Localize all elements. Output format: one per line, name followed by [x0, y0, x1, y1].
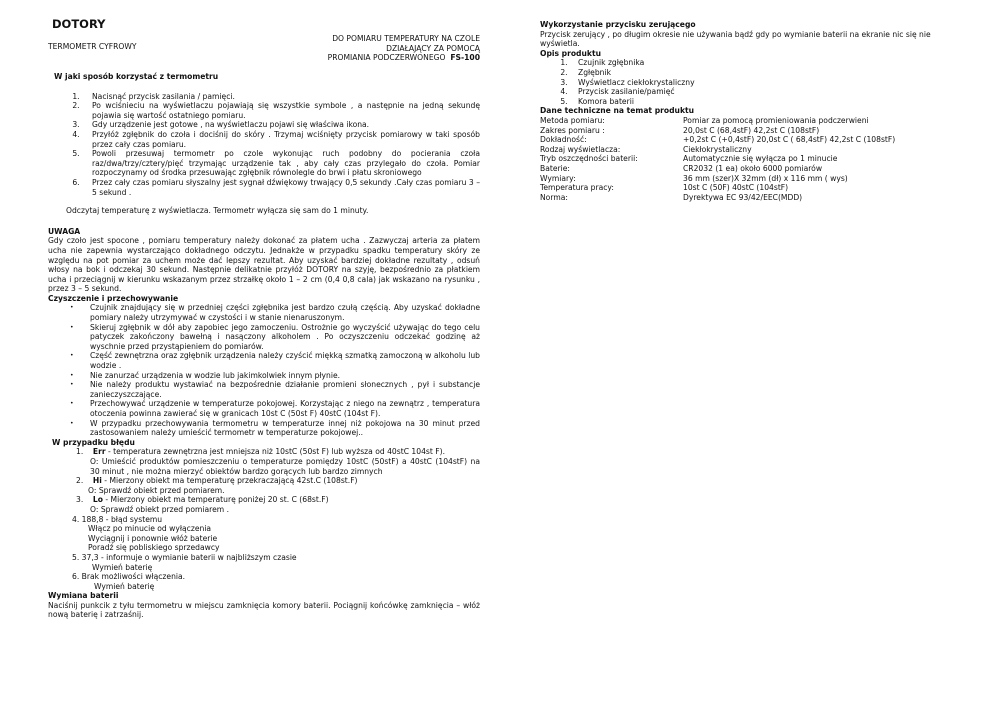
table-row	[540, 154, 945, 164]
error-solution: Poradź się pobliskiego sprzedawcy	[88, 543, 220, 553]
tech-key: Norma:	[540, 192, 568, 202]
tech-value: +0,2st C (+0,4stF) 20,0st C ( 68,4stF) 42,2st C (108stF)	[683, 135, 896, 145]
battery-heading: Wymiana baterii	[48, 591, 119, 601]
tech-value: Dyrektywa EC 93/42/EEC(MDD)	[683, 192, 803, 202]
error-solution: Włącz po minucie od wyłączenia	[88, 524, 212, 534]
list-item: • Skieruj zgłębnik w dół aby zapobiec jego zamoczeniu. Ostrożnie go wyczyścić używając do tego celu patyczek zakończony bawełną i nasączony alkoholem . Po oczyszczeniu odczekać godzinę aż wyschnie przed przystąpieniem do pomiarów.	[90, 323, 480, 352]
tech-key: Zakres pomiaru :	[540, 125, 605, 135]
table-row	[540, 183, 945, 193]
parts-heading: Opis produktu	[540, 48, 601, 58]
list-item: 1. Czujnik zgłębnika	[570, 58, 945, 68]
list-item: • Przechowywać urządzenie w temperaturze pokojowej. Korzystając z niego na zewnątrz , temperatura otoczenia powinna zawierać się w granicach 10st C (50st F) 40stC (104st F).	[90, 399, 480, 418]
error-solution: Wymień baterię	[92, 562, 153, 572]
list-item: 4. Przyłóż zgłębnik do czoła i dociśnij do skóry . Trzymaj wciśnięty przycisk pomiarowy w taki sposób przez cały czas pomiaru.	[82, 130, 480, 149]
error-item: 2. Hi - Mierzony obiekt ma temperaturę przekraczającą 42st.C (108st.F)	[76, 476, 358, 486]
errors-heading: W przypadku błędu	[52, 437, 135, 447]
tech-value: 20,0st C (68,4stF) 42,2st C (108stF)	[683, 125, 820, 135]
list-item: • W przypadku przechowywania termometru w temperaturze innej niż pokojowa na 30 minut przed zastosowaniem należy umieścić termometr w temperaturze pokojowej..	[90, 419, 480, 438]
battery-text: Naciśnij punkcik z tyłu termometru w miejscu zamknięcia komory baterii. Pociągnij końcówkę zamknięcia – włóż nową baterię i zatrzaśnij.	[48, 600, 480, 620]
error-solution: O: Sprawdź obiekt przed pomiarem.	[88, 485, 225, 495]
table-row	[540, 193, 945, 203]
error-solution: O: Umieścić produktów pomieszczeniu o temperaturze pomiędzy 10stC (50stF) a 40stC (104stF) na 30 minut , nie można mierzyć obiektów bardzo gorących lub bardzo zimnych	[90, 456, 480, 476]
model-number: FS-100	[450, 53, 480, 63]
error-item: 1. Err - temperatura zewnętrzna jest mniejsza niż 10stC (50st F) lub wyższa od 40stC 104st F).	[76, 447, 446, 457]
description-line: DZIAŁAJĄCY ZA POMOCĄ	[386, 43, 480, 53]
error-solution: O: Sprawdź obiekt przed pomiarem .	[90, 504, 230, 514]
description-line: PROMIANIA PODCZERWONEGO FS-100	[327, 53, 480, 63]
error-solution: Wyciągnij i ponownie włóż baterie	[88, 533, 218, 543]
list-item: • Część zewnętrzna oraz zgłębnik urządzenia należy czyścić miękką szmatką zamoczoną w alkoholu lub wodzie .	[90, 351, 480, 370]
list-item: 2. Po wciśnieciu na wyświetlaczu pojawiają się wszystkie symbole , a następnie na jedną sekundę pojawia się wartość ostatniego pomiaru.	[82, 101, 480, 120]
left-column	[48, 17, 480, 620]
error-solution: Wymień baterię	[94, 581, 155, 591]
tech-key: Metoda pomiaru:	[540, 115, 605, 125]
error-item: 4. 188,8 - błąd systemu	[72, 514, 163, 524]
table-row	[540, 126, 945, 136]
list-item: • Czujnik znajdujący się w przedniej części zgłębnika jest bardzo czułą częścią. Aby uzyskać dokładne pomiary należy utrzymywać w czystości i w stanie nienaruszonym.	[90, 303, 480, 322]
list-item: • Nie zanurzać urządzenia w wodzie lub jakimkolwiek innym płynie.	[90, 371, 480, 381]
list-item: 4. Przycisk zasilanie/pamięć	[570, 87, 945, 97]
uwaga-heading: UWAGA	[48, 226, 81, 236]
list-item: 6. Przez cały czas pomiaru słyszalny jest sygnał dźwiękowy trwający 0,5 sekundy .Cały czas pomiaru 3 – 5 sekund .	[82, 178, 480, 197]
tech-value: Automatycznie się wyłącza po 1 minucie	[683, 154, 838, 164]
error-item: 3. Lo - Mierzony obiekt ma temperaturę poniżej 20 st. C (68st.F)	[76, 495, 329, 505]
tech-value: CR2032 (1 ea) około 6000 pomiarów	[683, 163, 823, 173]
tech-key: Temperatura pracy:	[540, 183, 614, 193]
product-type: TERMOMETR CYFROWY	[48, 42, 137, 51]
care-heading: Czyszczenie i przechowywanie	[48, 293, 179, 303]
table-row	[540, 116, 945, 126]
table-row	[540, 174, 945, 184]
right-column	[540, 20, 945, 202]
list-item: 2. Zgłębnik	[570, 68, 945, 78]
description-line: DO POMIARU TEMPERATURY NA CZOLE	[332, 34, 480, 43]
howto-heading: W jaki sposób korzystać z termometru	[54, 72, 219, 81]
table-row	[540, 164, 945, 174]
list-item: 5. Komora baterii	[570, 97, 945, 107]
tech-heading: Dane techniczne na temat produktu	[540, 106, 695, 116]
tech-value: Pomiar za pomocą promieniowania podczerwieni	[683, 115, 869, 125]
error-code: Hi	[92, 476, 102, 486]
list-item: 5. Powoli przesuwaj termometr po czole wykonując ruch podobny do pocierania czoła raz/dwa/trzy/cztery/pięć trzymając urządzenie tak , aby cały czas przylegało do czoła. Pomiar rozpoczynamy od środka przesuwając zgłębnik równolegle do brwi i płatu skroniowego	[82, 149, 480, 178]
read-note: Odczytaj temperaturę z wyświetlacza. Termometr wyłącza się sam do 1 minuty.	[66, 206, 369, 216]
page-title: DOTORY	[52, 17, 106, 31]
steps-list	[48, 92, 480, 198]
tech-key: Dokładność:	[540, 135, 587, 145]
error-code: Err	[92, 447, 106, 457]
header	[48, 17, 480, 63]
product-description	[328, 34, 480, 63]
error-item: 6. Brak możliwości włączenia.	[72, 572, 186, 582]
tech-value: Ciekłokrystaliczny	[683, 144, 752, 154]
zero-button-heading: Wykorzystanie przycisku zerującego	[540, 20, 696, 29]
zero-button-text: Przycisk zerujący , po długim okresie nie używania bądź gdy po wymianie baterii na ekranie nic się nie wyświetla.	[540, 29, 931, 49]
tech-value: 36 mm (szer)X 32mm (dł) x 116 mm ( wys)	[683, 173, 848, 183]
tech-key: Wymiary:	[540, 173, 576, 183]
list-item: 3. Wyświetlacz ciekłokrystaliczny	[570, 78, 945, 88]
tech-value: 10st C (50F) 40stC (104stF)	[683, 183, 789, 193]
error-item: 5. 37,3 - informuje o wymianie baterii w najbliższym czasie	[72, 552, 297, 562]
parts-list	[540, 58, 945, 106]
uwaga-text: Gdy czoło jest spocone , pomiaru temperatury należy dokonać za płatem ucha . Zazwyczaj arteria za płatem ucha nie zapewnia wystarczająco dokładnego odczytu. Jednakże w przypadku spadku temperatury skóry ze względu na pot pomiar za uchem może dać lepszy rezultat. Aby uzyskać bardziej dokładne rezultaty , odsuń włosy na bok i odczekaj 30 sekund. Następnie delikatnie przyłóż DOTORY na szyję, bezpośrednio za płatkiem ucha i przeciągnij w kierunku wskazanym przez strzałkę około 1 – 2 cm (0,4 0,8 cala) jak wskazano na rysunku , przez 3 – 5 sekund.	[48, 236, 480, 294]
table-row	[540, 135, 945, 145]
table-row	[540, 145, 945, 155]
tech-key: Rodzaj wyświetlacza:	[540, 144, 621, 154]
list-item: • Nie należy produktu wystawiać na bezpośrednie działanie promieni słonecznych , pył i substancje zanieczyszczające.	[90, 380, 480, 399]
tech-key: Tryb oszczędności baterii:	[540, 154, 638, 164]
error-code: Lo	[92, 495, 103, 505]
list-item: 1. Nacisnąć przycisk zasilania / pamięci.	[82, 92, 480, 102]
list-item: 3. Gdy urządzenie jest gotowe , na wyświetlaczu pojawi się właściwa ikona.	[82, 120, 480, 130]
care-list	[48, 303, 480, 437]
tech-key: Baterie:	[540, 163, 570, 173]
tech-table	[540, 116, 945, 202]
